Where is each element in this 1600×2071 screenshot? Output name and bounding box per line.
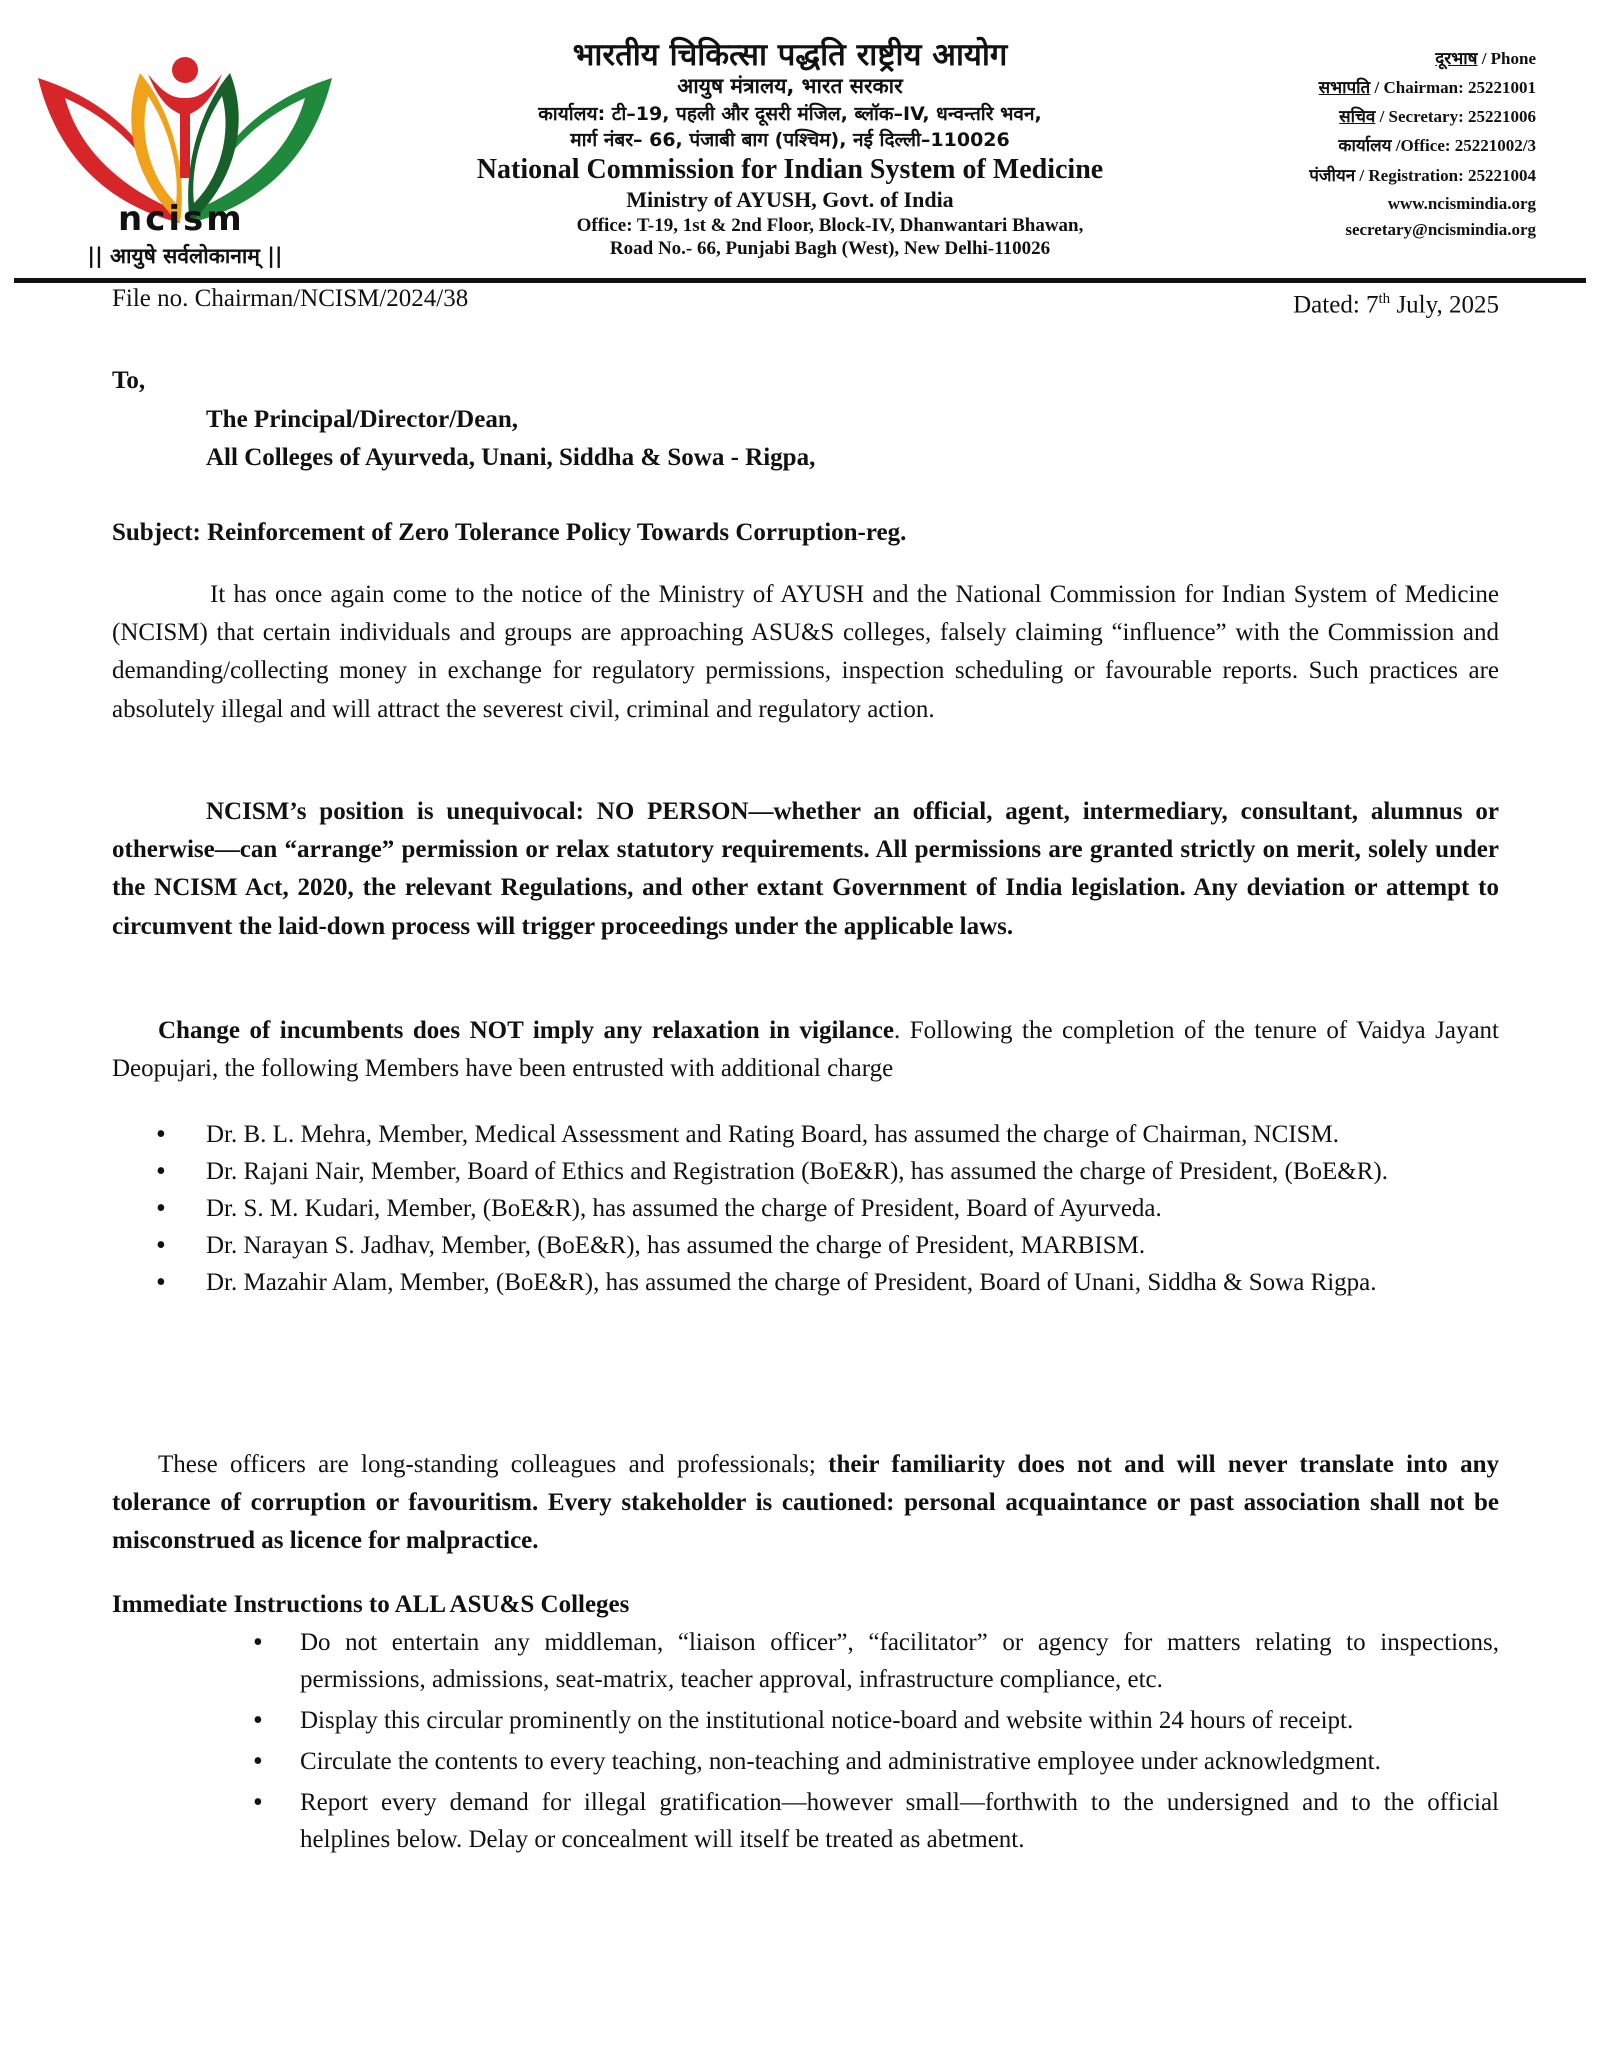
contact-chairman-hi: सभापति xyxy=(1318,78,1371,98)
list-item: • Dr. B. L. Mehra, Member, Medical Assessment and Rating Board, has assumed the charge of Chairman, NCISM. xyxy=(206,1116,1499,1153)
contact-chairman xyxy=(1319,75,1536,98)
paragraph-3 xyxy=(112,1012,1499,1088)
charge-list xyxy=(206,1116,1499,1301)
to-salutation: To, xyxy=(112,367,146,394)
list-item: • Circulate the contents to every teaching, non-teaching and administrative employee under acknowledgment. xyxy=(300,1743,1499,1780)
english-address-line-1: Office: T-19, 1st & 2nd Floor, Block-IV, Dhanwantari Bhawan, xyxy=(576,215,1084,236)
contact-secretary xyxy=(1339,104,1536,127)
dated xyxy=(1293,280,1499,324)
instructions-list xyxy=(300,1624,1499,1862)
paragraph-4 xyxy=(112,1446,1499,1561)
english-ministry: Ministry of AYUSH, Govt. of India xyxy=(626,187,954,212)
file-number: File no. Chairman/NCISM/2024/38 xyxy=(112,285,469,312)
email-link[interactable]: secretary@ncismindia.org xyxy=(1345,220,1536,239)
contact-office-en: /Office: 25221002/3 xyxy=(1391,136,1536,155)
contact-phone xyxy=(1435,46,1536,69)
paragraph-4-normal: These officers are long-standing colleagues and professionals; xyxy=(158,1451,829,1478)
recipient-line-2: All Colleges of Ayurveda, Unani, Siddha & Sowa - Rigpa, xyxy=(206,444,816,471)
contact-phone-hi: दूरभाष xyxy=(1435,49,1478,69)
contact-secretary-hi: सचिव xyxy=(1339,107,1376,127)
hindi-address-line-1: कार्यालय: टी–19, पहली और दूसरी मंजिल, ब्लॉक–IV, धन्वन्तरि भवन, xyxy=(538,103,1042,125)
list-item: • Display this circular prominently on the institutional notice-board and website within 24 hours of receipt. xyxy=(300,1702,1499,1739)
list-item: • Report every demand for illegal gratification—however small—forthwith to the undersigned and to the official helplines below. Delay or concealment will itself be treated as abetment. xyxy=(300,1784,1499,1858)
subject-line: Subject: Reinforcement of Zero Tolerance Policy Towards Corruption-reg. xyxy=(112,519,907,546)
contact-phone-en: / Phone xyxy=(1477,49,1536,68)
contact-registration-hi: पंजीयन xyxy=(1309,166,1356,186)
hindi-ministry: आयुष मंत्रालय, भारत सरकार xyxy=(677,74,903,98)
contact-registration xyxy=(1309,163,1536,186)
list-item: • Dr. Mazahir Alam, Member, (BoE&R), has assumed the charge of President, Board of Unani, Siddha & Sowa Rigpa. xyxy=(206,1264,1499,1301)
list-item: • Dr. Rajani Nair, Member, Board of Ethics and Registration (BoE&R), has assumed the charge of President, (BoE&R). xyxy=(206,1153,1499,1190)
motto: || आयुषे सर्वलोकानाम् || xyxy=(87,244,283,268)
recipient-line-1: The Principal/Director/Dean, xyxy=(206,406,518,433)
dated-suffix: July, 2025 xyxy=(1390,291,1499,319)
list-item: • Dr. Narayan S. Jadhav, Member, (BoE&R), has assumed the charge of President, MARBISM. xyxy=(206,1227,1499,1264)
paragraph-3-bold: Change of incumbents does NOT imply any relaxation in vigilance xyxy=(158,1017,894,1044)
logo-wordmark: ncism xyxy=(118,199,245,239)
contact-secretary-en: / Secretary: 25221006 xyxy=(1375,107,1536,126)
instructions-heading: Immediate Instructions to ALL ASU&S Colleges xyxy=(112,1591,630,1618)
dated-prefix: Dated: 7 xyxy=(1293,291,1379,319)
contact-office-hi: कार्यालय xyxy=(1338,136,1392,156)
paragraph-4-bold: their familiarity does not and will never translate into any tolerance of corruption or favouritism. Every stakeholder is cautioned: personal acquaintance or past association shall not be misconstrued as licence for malpractice. xyxy=(112,1451,1500,1555)
ncism-logo xyxy=(30,18,340,268)
contact-office xyxy=(1338,133,1536,156)
paragraph-2: NCISM’s position is unequivocal: NO PERSON—whether an official, agent, intermediary, consultant, alumnus or otherwise—can “arrange” permission or relax statutory requirements. All permissions are granted strictly on merit, solely under the NCISM Act, 2020, the relevant Regulations, and other extant Government of India legislation. Any deviation or attempt to circumvent the laid-down process will trigger proceedings under the applicable laws. xyxy=(112,798,1499,940)
paragraph-3-rest: . Following the completion of the tenure of Vaidya Jayant Deopujari, the following Members have been entrusted with additional charge xyxy=(112,1017,1499,1083)
dated-sup: th xyxy=(1378,291,1391,307)
english-title: National Commission for Indian System of Medicine xyxy=(476,154,1104,185)
lotus-emblem-icon xyxy=(30,18,340,244)
contact-chairman-en: / Chairman: 25221001 xyxy=(1370,78,1536,97)
website-link[interactable]: www.ncismindia.org xyxy=(1387,194,1536,213)
hindi-address-line-2: मार्ग नंबर– 66, पंजाबी बाग (पश्चिम), नई दिल्ली–110026 xyxy=(570,129,1010,151)
list-item: • Do not entertain any middleman, “liaison officer”, “facilitator” or agency for matters relating to inspections, permissions, admissions, seat-matrix, teacher approval, infrastructure compliance, etc. xyxy=(300,1624,1499,1698)
list-item: • Dr. S. M. Kudari, Member, (BoE&R), has assumed the charge of President, Board of Ayurveda. xyxy=(206,1190,1499,1227)
contact-registration-en: / Registration: 25221004 xyxy=(1355,166,1536,185)
english-address-line-2: Road No.- 66, Punjabi Bagh (West), New Delhi-110026 xyxy=(609,238,1051,259)
hindi-title: भारतीय चिकित्सा पद्धति राष्ट्रीय आयोग xyxy=(572,37,1008,73)
paragraph-1: It has once again come to the notice of the Ministry of AYUSH and the National Commission for Indian System of Medicine (NCISM) that certain individuals and groups are approaching ASU&S colleges, falsely claiming “influence” with the Commission and demanding/collecting money in exchange for regulatory permissions, inspection scheduling or favourable reports. Such practices are absolutely illegal and will attract the severest civil, criminal and regulatory action. xyxy=(112,581,1499,723)
